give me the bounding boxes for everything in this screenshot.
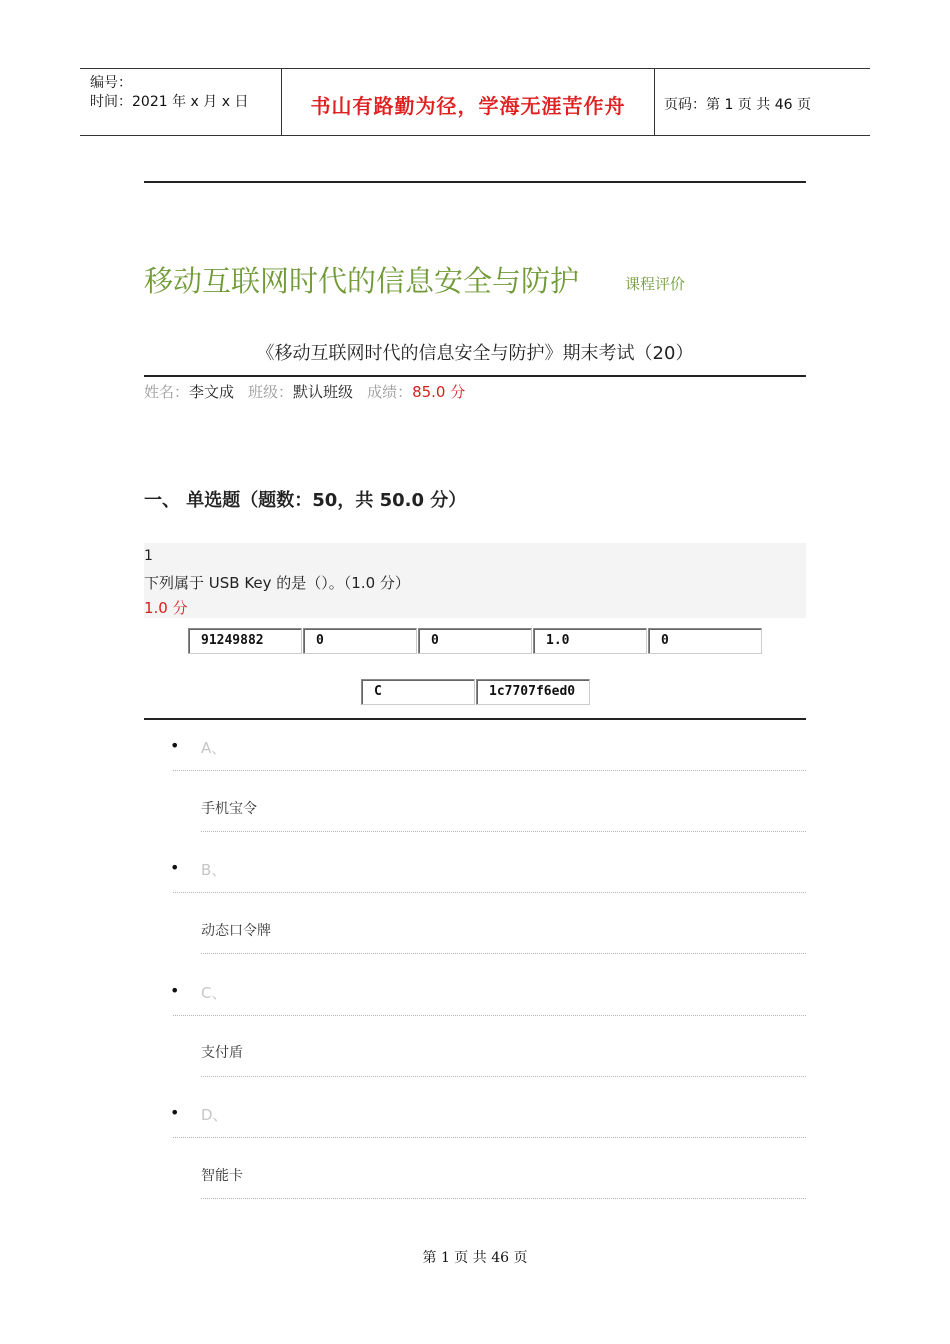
question-number: 1 [144,548,153,564]
header-divider-right [654,68,655,136]
bullet-icon: • [170,1103,180,1122]
divider [173,1137,806,1138]
page-footer: 第 1 页 共 46 页 [422,1250,528,1266]
course-title: 移动互联网时代的信息安全与防护 [144,264,580,298]
table-cell: 91249882 [188,628,302,654]
bullet-icon: • [170,736,180,755]
divider [173,892,806,893]
top-rule [144,181,806,183]
student-name: 李文成 [189,383,235,401]
exam-title: 《移动互联网时代的信息安全与防护》期末考试（20） [256,343,694,364]
option-c-letter[interactable]: C、 [201,984,227,1002]
name-label: 姓名： [144,383,190,401]
option-d-letter[interactable]: D、 [201,1106,228,1124]
table-cell-answer: C [361,679,475,705]
header-top-border [80,68,870,69]
course-eval-link[interactable]: 课程评价 [625,275,686,293]
divider [201,831,806,832]
question-text: 下列属于 USB Key 的是（）。（1.0 分） [144,574,410,592]
header-number-label: 编号： [90,75,132,91]
divider [201,1076,806,1077]
student-score: 85.0 分 [412,383,466,401]
table-cell-id: 1c7707f6ed0 [476,679,590,705]
student-class: 默认班级 [293,383,354,401]
option-d-text[interactable]: 智能卡 [201,1168,243,1184]
question-score: 1.0 分 [144,599,188,617]
divider [173,770,806,771]
score-label: 成绩： [367,383,413,401]
student-info [144,381,465,402]
divider [173,1015,806,1016]
table-cell: 0 [418,628,532,654]
option-c-text[interactable]: 支付盾 [201,1045,243,1061]
table-cell: 0 [648,628,762,654]
option-b-letter[interactable]: B、 [201,861,227,879]
header-time: 时间：2021 年 x 月 x 日 [90,94,249,110]
exam-title-rule [144,375,806,377]
section-title: 一、 单选题（题数：50，共 50.0 分） [144,490,467,511]
option-a-text[interactable]: 手机宝令 [201,801,257,817]
header-motto: 书山有路勤为径，学海无涯苦作舟 [310,94,626,118]
option-a-letter[interactable]: A、 [201,739,227,757]
table-cell: 1.0 [533,628,647,654]
option-b-text[interactable]: 动态口令牌 [201,923,271,939]
options-rule [144,718,806,720]
divider [201,1198,806,1199]
bullet-icon: • [170,858,180,877]
divider [201,953,806,954]
header-bottom-border [80,135,870,136]
table-cell: 0 [303,628,417,654]
bullet-icon: • [170,981,180,1000]
class-label: 班级： [248,383,294,401]
header-page-info: 页码：第 1 页 共 46 页 [664,97,811,113]
